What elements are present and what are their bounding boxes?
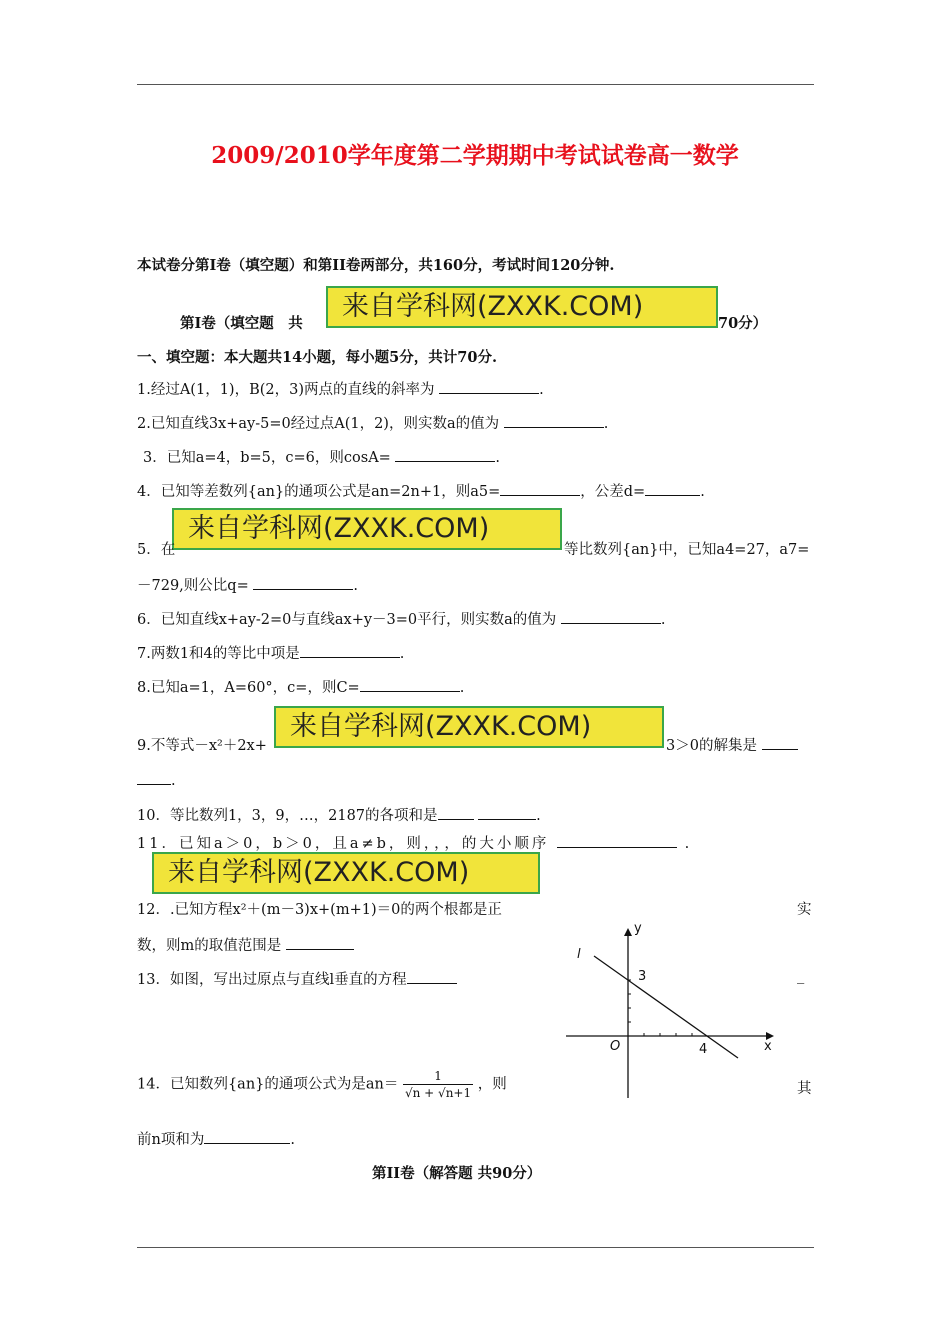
x-intercept-label: 4 [699,1042,708,1057]
x-axis-label: x [764,1039,772,1054]
answer-blank-10a[interactable] [438,805,474,820]
question-3-text: 3．已知a=4，b=5，c=6，则cosA= [143,450,391,466]
answer-blank-14[interactable] [204,1129,290,1144]
question-14-text-b: ，则 [477,1076,507,1093]
question-12-text: 12．.已知方程x²＋(m－3)x+(m+1)＝0的两个根都是正 [137,902,502,918]
question-2-text: 2.已知直线3x+ay-5=0经过点A(1，2)，则实数a的值为 [137,416,500,432]
watermark-stamp: 来自学科网(ZXXK.COM) [172,508,562,550]
question-11-text: 11．已知a＞0，b＞0，且a≠b，则，，，的大小顺序 [137,836,550,852]
question-14 [137,1068,507,1101]
question-11: 11．已知a＞0，b＞0，且a≠b，则，，，的大小顺序 . [137,832,692,853]
page-title: 2009/2010学年度第二学期期中考试试卷高一数学 [211,142,739,169]
question-2: 2.已知直线3x+ay-5=0经过点A(1，2)，则实数a的值为 . [137,412,608,433]
part1-heading-right: 70分） [718,315,768,332]
fraction-numerator: 1 [403,1068,473,1085]
question-12-continued [137,934,354,955]
answer-blank-7[interactable] [300,643,400,658]
question-9-start: 9.不等式－x²＋2x+ [137,738,267,754]
question-4-text-b: ，公差d= [580,484,646,500]
fraction [403,1068,473,1101]
answer-blank-8[interactable] [360,677,460,692]
answer-blank-1[interactable] [439,379,539,394]
question-4-text: 4．已知等差数列{an}的通项公式是an=2n+1，则a5= [137,484,501,500]
watermark-stamp: 来自学科网(ZXXK.COM) [274,706,664,748]
top-rule [137,84,814,85]
answer-blank-2[interactable] [504,413,604,428]
question-5-text-c: －729,则公比q= [137,578,249,594]
question-7-text: 7.两数1和4的等比中项是 [137,646,300,662]
part1-heading-left: 第Ⅰ卷（填空题 共 [180,315,303,332]
question-7: 7.两数1和4的等比中项是 . [137,642,404,663]
question-12-text-b: 实 [797,902,812,918]
fraction-denominator: √n + √n+1 [404,1086,472,1100]
question-14-text: 14．已知数列{an}的通项公式为是an＝ [137,1076,399,1093]
question-6: 6．已知直线x+ay-2=0与直线ax+y－3=0平行，则实数a的值为 . [137,608,666,629]
question-13 [137,968,457,989]
question-14-text-d: 前n项和为 [137,1132,205,1148]
question-8-text: 8.已知a=1，A=60°，c= [137,680,308,696]
question-5-text: 等比数列{an}中，已知a4=27，a7= [564,542,810,558]
question-9-text [666,734,798,755]
intro-text: 本试卷分第Ⅰ卷（填空题）和第II卷两部分，共160分，考试时间120分钟. [137,257,615,274]
question-13-text-b: _ [797,968,805,984]
answer-blank-11[interactable] [557,833,677,848]
answer-blank-6[interactable] [561,609,661,624]
answer-blank-3[interactable] [395,447,495,462]
bottom-rule [137,1247,814,1248]
question-14-continued: 前n项和为 . [137,1128,295,1149]
answer-blank-4a[interactable] [500,481,580,496]
question-4: 4．已知等差数列{an}的通项公式是an=2n+1，则a5= ，公差d= . [137,480,705,501]
answer-blank-12[interactable] [286,935,354,950]
answer-blank-10b[interactable] [478,805,536,820]
answer-blank-5[interactable] [253,575,353,590]
question-13-text: 13．如图，写出过原点与直线l垂直的方程 [137,972,407,988]
coordinate-graph [560,918,780,1108]
answer-blank-9a[interactable] [762,735,798,750]
question-5-continued: －729,则公比q= . [137,574,358,595]
section1-heading: 一、填空题：本大题共14小题，每小题5分，共计70分. [137,349,497,366]
origin-label: O [610,1039,621,1054]
question-14-text-c: 其 [797,1081,812,1097]
question-9-continued: . [137,770,176,789]
question-3: 3．已知a=4，b=5，c=6，则cosA= . [143,446,500,467]
question-10: 10．等比数列1，3，9，…，2187的各项和是 . [137,804,541,825]
y-intercept-label: 3 [638,969,647,984]
y-axis-label: y [634,921,642,936]
question-8: 8.已知a=1，A=60°，c=，则C= . [137,676,464,697]
question-5-start: 5．在 [137,542,176,558]
question-6-text: 6．已知直线x+ay-2=0与直线ax+y－3=0平行，则实数a的值为 [137,612,557,628]
question-1: 1.经过A(1，1)，B(2，3)两点的直线的斜率为 . [137,378,544,399]
question-8-text-b: ，则C= [307,680,360,696]
question-12-text-c: 数，则m的取值范围是 [137,938,282,954]
question-1-text: 1.经过A(1，1)，B(2，3)两点的直线的斜率为 [137,382,435,398]
y-axis-arrow-icon [624,928,632,936]
question-9-text-b: 3＞0的解集是 [666,738,757,754]
line-l-label: l [577,947,581,962]
answer-blank-13[interactable] [407,969,457,984]
answer-blank-4b[interactable] [645,481,700,496]
watermark-stamp: 来自学科网(ZXXK.COM) [326,286,718,328]
watermark-stamp: 来自学科网(ZXXK.COM) [152,852,540,894]
question-10-text: 10．等比数列1，3，9，…，2187的各项和是 [137,808,438,824]
part2-heading: 第II卷（解答题 共90分） [372,1165,542,1182]
answer-blank-9b[interactable] [137,770,171,785]
